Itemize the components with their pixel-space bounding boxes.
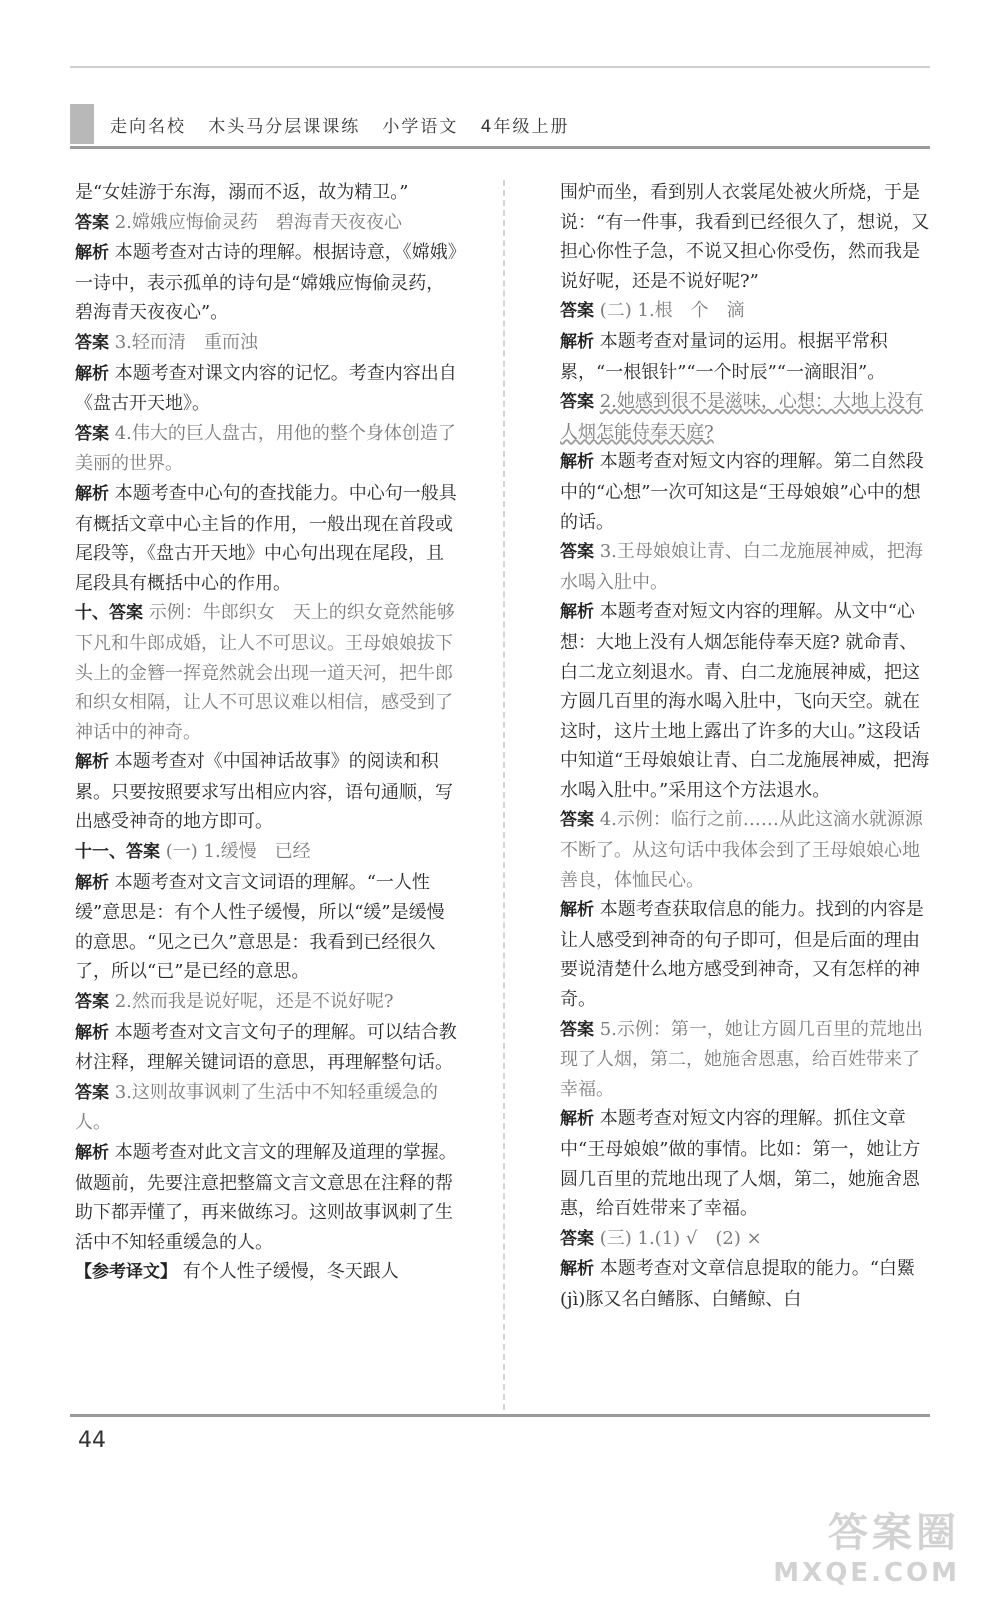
section-number: 十、	[75, 603, 109, 624]
analysis-label: 解析	[75, 243, 109, 264]
analysis-label: 解析	[560, 900, 594, 921]
answer-label: 答案	[560, 1228, 594, 1249]
footer-rule	[70, 1414, 930, 1417]
analysis-block	[560, 447, 930, 537]
answer-text: (二) 1.根 个 滴	[599, 300, 745, 322]
answer-text: 示例：牛郎织女 天上的织女竟然能够下凡和牛郎成婚，让人不可思议。王母娘娘拔下头上的金簪一挥竟然就会出现一道天河，把牛郎和织女相隔，让人不可思议难以相信，感受到了神话中的神奇。	[75, 602, 455, 743]
analysis-label: 解析	[560, 331, 594, 352]
answer-label: 答案	[560, 1019, 594, 1040]
analysis-block	[75, 359, 460, 419]
header-marker	[70, 104, 94, 144]
analysis-label: 解析	[560, 1109, 594, 1130]
answer-block	[75, 1078, 460, 1138]
answer-text: 2.然而我是说好呢，还是不说好呢?	[114, 991, 394, 1013]
answer-text: (一) 1.缓慢 已经	[165, 841, 311, 863]
analysis-label: 解析	[560, 602, 594, 623]
analysis-block	[560, 895, 930, 1014]
analysis-text: 本题考查对《中国神话故事》的阅读和积累。只要按照要求写出相应内容，语句通顺，写出感受神奇的地方即可。	[75, 751, 453, 833]
answer-label: 答案	[75, 212, 109, 233]
answer-label: 答案	[109, 603, 143, 624]
answer-block	[75, 208, 460, 239]
analysis-block	[75, 479, 460, 598]
analysis-text: 本题考查对古诗的理解。根据诗意，《嫦娥》一诗中，表示孤单的诗句是“嫦娥应悔偷灵药，碧海青天夜夜心”。	[75, 242, 457, 324]
answer-label: 答案	[560, 542, 594, 563]
answer-block	[75, 987, 460, 1018]
analysis-text: 本题考查对文言文句子的理解。可以结合教材注释，理解关键词语的意思，再理解整句话。	[75, 1021, 457, 1074]
analysis-block	[75, 1018, 460, 1078]
analysis-label: 解析	[75, 872, 109, 893]
analysis-text: 本题考查对短文内容的理解。第二自然段中的“心想”一次可知这是“王母娘娘”心中的想的话。	[560, 451, 924, 533]
answer-text: 4.伟大的巨人盘古，用他的整个身体创造了美丽的世界。	[75, 422, 456, 475]
watermark-url: MXQE.COM	[773, 1558, 960, 1588]
answer-block	[75, 328, 460, 359]
analysis-block	[560, 1254, 930, 1314]
watermark-logo: 答案圈	[828, 1510, 960, 1556]
analysis-text: 本题考查对课文内容的记忆。考查内容出自《盘古开天地》。	[75, 362, 457, 415]
answer-block	[560, 537, 930, 597]
analysis-text: 本题考查对此文言文的理解及道理的掌握。做题前，先要注意把整篇文言文意思在注释的帮助下都弄懂了，再来做练习。这则故事讽刺了生活中不知轻重缓急的人。	[75, 1142, 457, 1253]
answer-text: 2.嫦娥应悔偷灵药 碧海青天夜夜心	[114, 211, 402, 233]
answer-block	[560, 296, 930, 327]
answer-label: 答案	[75, 332, 109, 353]
analysis-label: 解析	[75, 483, 109, 504]
reference-text: 有个人性子缓慢，冬天跟人	[182, 1261, 399, 1283]
answer-block	[560, 387, 930, 447]
analysis-block	[560, 597, 930, 805]
answer-text: 3.这则故事讽刺了生活中不知轻重缓急的人。	[75, 1081, 438, 1134]
answer-block	[560, 805, 930, 895]
answer-text: (三) 1.(1) √ (2) ×	[599, 1227, 762, 1249]
analysis-text: 本题考查中心句的查找能力。中心句一般具有概括文章中心主旨的作用，一般出现在首段或尾段等，《盘古开天地》中心句出现在尾段，且尾段具有概括中心的作用。	[75, 482, 457, 594]
left-column	[75, 178, 460, 1288]
watermark	[773, 1501, 960, 1588]
analysis-text: 本题考查对短文内容的理解。抓住文章中“王母娘娘”做的事情。比如：第一，她让方圆几百里的荒地出现了人烟，第二，她施舍恩惠，给百姓带来了幸福。	[560, 1108, 921, 1220]
analysis-label: 解析	[560, 1259, 594, 1280]
analysis-block	[75, 747, 460, 837]
answer-label: 答案	[126, 842, 160, 863]
analysis-label: 解析	[560, 452, 594, 473]
body-text-content: 围炉而坐，看到别人衣裳尾处被火所烧，于是说：“有一件事，我看到已经很久了，想说，又担心你性子急，不说又担心你受伤，然而我是说好呢，还是不说好呢?”	[560, 182, 930, 292]
section-number: 十一、	[75, 842, 126, 863]
analysis-block	[75, 1138, 460, 1257]
answer-label: 答案	[560, 810, 594, 831]
analysis-block	[75, 868, 460, 987]
answer-block	[560, 1224, 930, 1255]
body-text	[75, 178, 460, 208]
analysis-text: 本题考查对短文内容的理解。从文中“心想：大地上没有人烟怎能侍奉天庭? 就命青、白二龙立刻退水。青、白二龙施展神威，把这方圆几百里的海水喝入肚中，飞向天空。就在这时，这片土地上露出了许多的大山。”这段话中知道“王母娘娘让青、白二龙施展神威，把海水喝入肚中。”采用这个方法退水。	[560, 601, 930, 801]
answer-text: 4.示例：临行之前……从此这滴水就源源不断了。从这句话中我体会到了王母娘娘心地善良，体恤民心。	[560, 809, 923, 891]
body-text-content: 是“女娃游于东海，溺而不返，故为精卫。”	[75, 182, 409, 203]
analysis-text: 本题考查对文章信息提取的能力。“白鱀(jì)豚又名白鳍豚、白鳍鲸、白	[560, 1258, 915, 1310]
right-column	[560, 178, 930, 1315]
answer-block	[75, 419, 460, 479]
answer-block	[560, 1015, 930, 1105]
reference-label: 【参考译文】	[75, 1262, 177, 1283]
analysis-text: 本题考查对文言文词语的理解。“一人性缓”意思是：有个人性子缓慢，所以“缓”是缓慢的意思。“见之已久”意思是：我看到已经很久了，所以“已”是已经的意思。	[75, 871, 445, 983]
column-divider	[503, 180, 505, 1410]
body-text	[560, 178, 930, 296]
answer-text: 5.示例：第一，她让方圆几百里的荒地出现了人烟，第二，她施舍恩惠，给百姓带来了幸福。	[560, 1018, 923, 1100]
analysis-block	[560, 327, 930, 387]
analysis-block	[560, 1104, 930, 1223]
page-header	[70, 104, 930, 148]
analysis-label: 解析	[75, 752, 109, 773]
analysis-label: 解析	[75, 363, 109, 384]
answer-label: 答案	[75, 1082, 109, 1103]
analysis-text: 本题考查对量词的运用。根据平常积累，“一根银针”“一个时辰”“一滴眼泪”。	[560, 330, 888, 383]
section-answer-block	[75, 837, 460, 868]
header-rule	[70, 146, 930, 149]
answer-label: 答案	[75, 423, 109, 444]
analysis-label: 解析	[75, 1143, 109, 1163]
answer-label: 答案	[75, 992, 109, 1013]
analysis-block	[75, 238, 460, 328]
header-title: 走向名校 木头马分层课课练 小学语文 4年级上册	[110, 117, 570, 137]
answer-text: 3.王母娘娘让青、白二龙施展神威，把海水喝入肚中。	[560, 541, 923, 593]
answer-label: 答案	[560, 301, 594, 322]
top-rule	[70, 66, 930, 68]
answer-label: 答案	[560, 392, 594, 413]
analysis-text: 本题考查获取信息的能力。找到的内容是让人感受到神奇的句子即可，但是后面的理由要说清楚什么地方感受到神奇，又有怎样的神奇。	[560, 899, 924, 1011]
analysis-label: 解析	[75, 1022, 109, 1043]
answer-text: 3.轻而清 重而浊	[114, 331, 258, 353]
section-answer-block	[75, 598, 460, 747]
page-number: 44	[78, 1428, 106, 1453]
reference-translation	[75, 1257, 460, 1288]
answer-text: 2.她感到很不是滋味，心想：大地上没有人烟怎能侍奉天庭?	[560, 391, 923, 443]
